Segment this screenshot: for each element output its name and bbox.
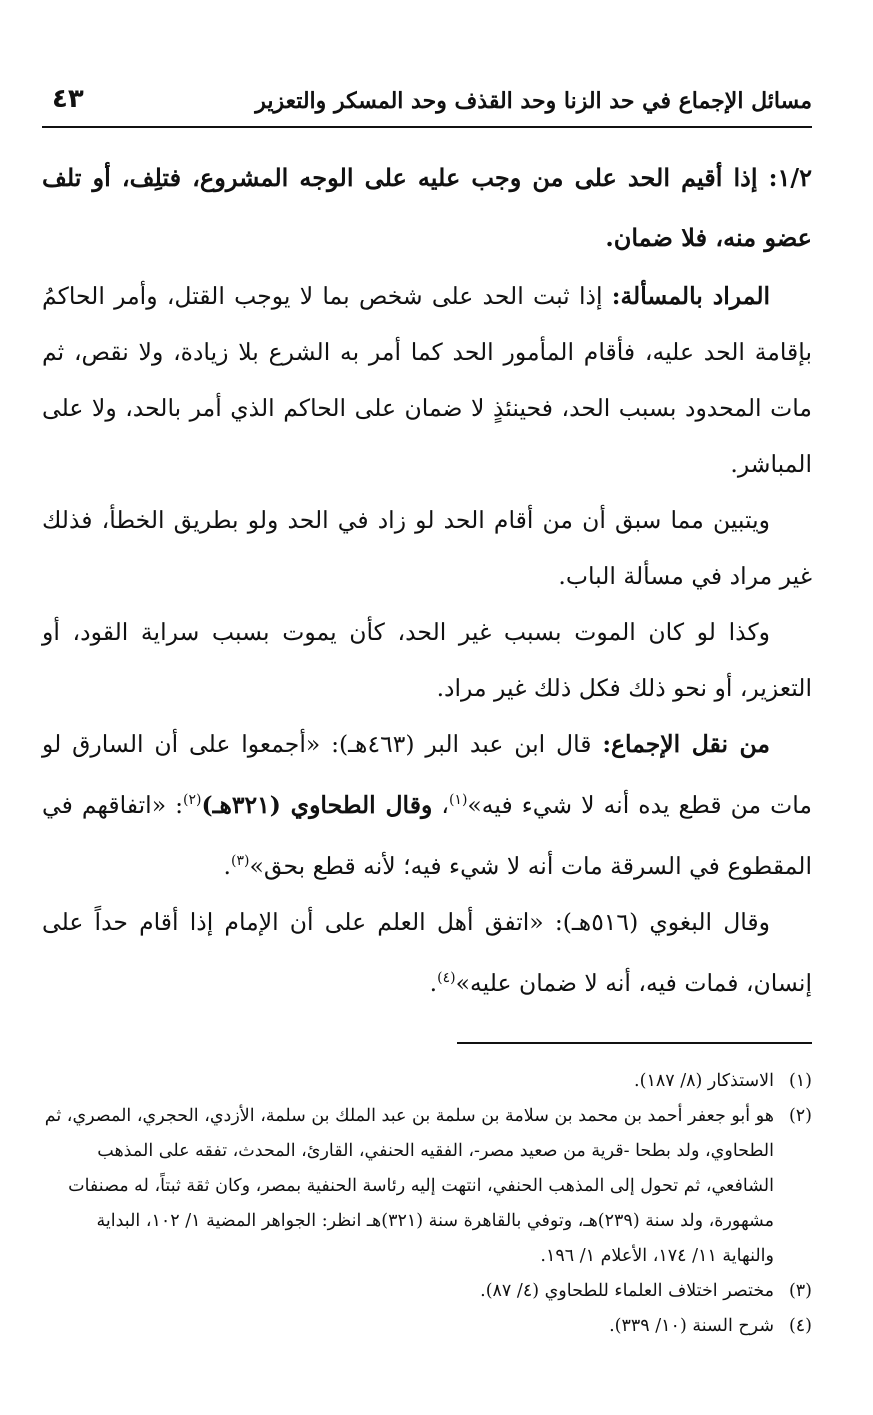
- separator: ،: [432, 790, 449, 819]
- paragraph-exclusion: وكذا لو كان الموت بسبب غير الحد، كأن يموت بسبب سراية القود، أو التعزير، أو نحو ذلك فكل ذلك غير مراد.: [42, 618, 812, 702]
- footnote-ref-2[interactable]: (٢): [183, 792, 202, 808]
- footnote-number: (١): [788, 1071, 812, 1092]
- baghawi-quote: وقال البغوي (٥١٦هـ): «اتفق أهل العلم على أن الإمام إذا أقام حداً على إنسان، فمات فيه، أنه لا ضمان عليه»: [42, 907, 812, 997]
- intended-meaning-text: إذا ثبت الحد على شخص بما لا يوجب القتل، وأمر الحاكمُ بإقامة الحد عليه، فأقام المأمور الحد كما أمر به الشرع بلا زيادة، ولا نقص، ثم مات المحدود بسبب الحد، فحينئذٍ لا ضمان على الحاكم الذي أمر بالحد، ولا على المباشر.: [42, 282, 812, 478]
- page-number: ٤٣: [52, 84, 84, 114]
- footnote-text: شرح السنة (١٠/ ٣٣٩).: [609, 1316, 774, 1337]
- footnote-2: [42, 1099, 812, 1274]
- footnote-1: [42, 1064, 812, 1099]
- footnote-ref-4[interactable]: (٤): [437, 969, 456, 986]
- issue-heading: ١/٢: إذا أقيم الحد على من وجب عليه على الوجه المشروع، فتلِف، أو تلف عضو منه، فلا ضمان.: [42, 163, 812, 252]
- footnote-ref-1[interactable]: (١): [448, 792, 468, 808]
- tahawi-attribution: وقال الطحاوي (٣٢١هـ): [201, 790, 433, 819]
- paragraph-consensus-transmission: [42, 716, 812, 894]
- tahawi-quote: : «اتفاقهم في المقطوع في السرقة مات أنه لا شيء فيه؛ لأنه قطع بحق»: [42, 790, 812, 880]
- sentence-end: .: [429, 968, 438, 997]
- footnote-text: مختصر اختلاف العلماء للطحاوي (٤/ ٨٧).: [480, 1281, 774, 1302]
- ibn-abd-al-barr-quote: قال ابن عبد البر (٤٦٣هـ): «أجمعوا على أن السارق لو مات من قطع يده أنه لا شيء فيه»: [42, 730, 812, 819]
- footnotes: [42, 1064, 812, 1344]
- paragraph-clarification: ويتبين مما سبق أن من أقام الحد لو زاد في الحد ولو بطريق الخطأ، فذلك غير مراد في مسألة الباب.: [42, 506, 812, 590]
- page-body: [42, 148, 812, 1010]
- footnote-ref-3[interactable]: (٣): [231, 852, 250, 869]
- footnote-text: الاستذكار (٨/ ١٨٧).: [634, 1071, 774, 1092]
- footnote-number: (٢): [788, 1106, 812, 1127]
- footnote-3: [42, 1274, 812, 1309]
- footnote-number: (٤): [788, 1316, 812, 1337]
- intended-meaning-label: المراد بالمسألة:: [611, 282, 771, 310]
- book-page: [42, 78, 812, 1344]
- sentence-end: .: [223, 851, 232, 880]
- consensus-transmission-label: من نقل الإجماع:: [602, 730, 771, 758]
- paragraph-baghawi: [42, 894, 812, 1011]
- footnote-text: هو أبو جعفر أحمد بن محمد بن سلامة بن سلمة بن عبد الملك بن سلمة، الأزدي، الحجري، المصري، ثم الطحاوي، ولد بطحا -قرية من صعيد مصر-، الفقيه الحنفي، القارئ، المحدث، تفقه على المذهب الشافعي، ثم تحول إلى المذهب الحنفي، انتهت إليه رئاسة الحنفية بمصر، وكان ثقة ثبتاً، له مصنفات مشهورة، ولد سنة (٢٣٩)هـ، وتوفي بالقاهرة سنة (٣٢١)هـ انظر: الجواهر المضية ١/ ١٠٢، البداية والنهاية ١١/ ١٧٤، الأعلام ١/ ١٩٦.: [44, 1106, 774, 1267]
- running-title: مسائل الإجماع في حد الزنا وحد القذف وحد المسكر والتعزير: [255, 88, 812, 114]
- footnote-number: (٣): [788, 1281, 812, 1302]
- paragraph-intended-meaning: [42, 268, 812, 492]
- running-header: [42, 78, 812, 128]
- footnote-4: [42, 1309, 812, 1344]
- footnote-divider: [457, 1042, 812, 1044]
